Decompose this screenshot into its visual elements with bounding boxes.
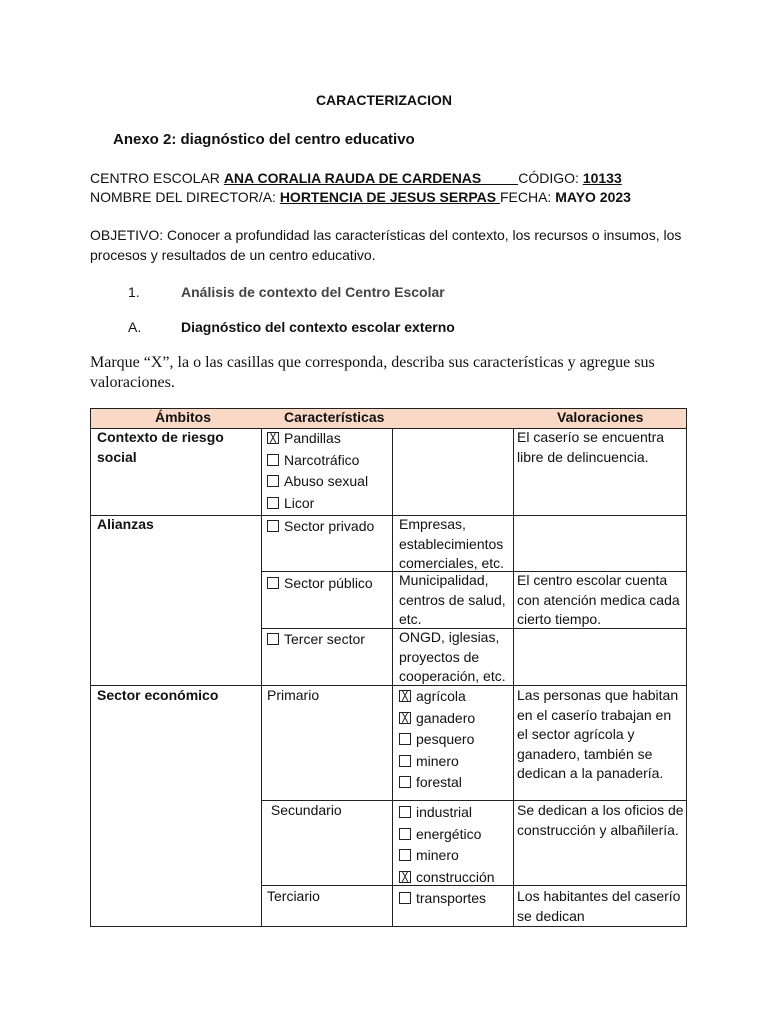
table-border (261, 428, 262, 926)
option-industrial[interactable]: industrial (399, 802, 511, 824)
option-construccion[interactable]: construcción (399, 867, 511, 889)
director-label: NOMBRE DEL DIRECTOR/A: (90, 189, 280, 205)
option-tercer-sector[interactable]: Tercer sector (267, 630, 391, 650)
valoracion-riesgo: El caserío se encuentra libre de delincuencia. (517, 429, 665, 465)
label-secundario: Secundario (267, 802, 342, 818)
table-border (90, 408, 91, 927)
objective-text: OBJETIVO: Conocer a profundidad las características del contexto, los recursos o insumos, los procesos y resultados de un centro educativo. (90, 227, 682, 263)
date-value: MAYO 2023 (555, 189, 631, 205)
primario-options (399, 686, 511, 794)
secundario-options (399, 802, 511, 888)
checkbox-checked-icon[interactable] (399, 690, 411, 702)
checkbox-icon[interactable] (267, 497, 279, 509)
annex-heading: Anexo 2: diagnóstico del centro educativo (113, 131, 415, 148)
checkbox-checked-icon[interactable] (267, 432, 279, 444)
table-border (90, 408, 687, 409)
checkbox-icon[interactable] (399, 828, 411, 840)
school-label: CENTRO ESCOLAR (90, 170, 224, 186)
ambito-alianzas: Alianzas (97, 516, 154, 532)
terciario-options (399, 889, 511, 909)
school-line (90, 170, 622, 186)
desc-sector-publico: Municipalidad, centros de salud, etc. (399, 572, 506, 627)
valoracion-terciario: Los habitantes del caserío se dedican (517, 888, 681, 924)
valoracion-sector-publico: El centro escolar cuenta con atención medica cada cierto tiempo. (517, 572, 680, 627)
table-border (90, 926, 687, 927)
option-licor[interactable]: Licor (267, 493, 391, 515)
option-ganadero[interactable]: ganadero (399, 708, 511, 730)
school-name: ANA CORALIA RAUDA DE CARDENAS (223, 170, 482, 186)
section-number: 1. (128, 284, 140, 300)
header-ambitos: Ámbitos (155, 409, 211, 425)
option-agricola[interactable]: agrícola (399, 686, 511, 708)
checkbox-checked-icon[interactable] (399, 871, 411, 883)
valoracion-secundario: Se dedican a los oficios de construcción y albañilería. (517, 802, 684, 838)
code-value: 10133 (582, 170, 622, 186)
option-sector-publico[interactable]: Sector público (267, 574, 391, 594)
checkbox-icon[interactable] (399, 892, 411, 904)
option-minero[interactable]: minero (399, 751, 511, 773)
director-line (90, 189, 631, 205)
code-label: CÓDIGO: (518, 170, 583, 186)
option-sector-privado[interactable]: Sector privado (267, 517, 391, 537)
checkbox-icon[interactable] (267, 577, 279, 589)
instruction-text: Marque “X”, la o las casillas que corresponda, describa sus características y agregue sus valoraciones. (90, 354, 655, 391)
checkbox-icon[interactable] (399, 849, 411, 861)
section-heading: Análisis de contexto del Centro Escolar (181, 284, 445, 300)
option-forestal[interactable]: forestal (399, 772, 511, 794)
checkbox-icon[interactable] (399, 755, 411, 767)
checkbox-checked-icon[interactable] (399, 712, 411, 724)
option-energetico[interactable]: energético (399, 824, 511, 846)
checkbox-icon[interactable] (267, 454, 279, 466)
ambito-sector-economico: Sector económico (97, 687, 219, 703)
riesgo-options (267, 428, 391, 514)
desc-sector-privado: Empresas, establecimientos comerciales, etc. (399, 516, 505, 571)
table-header (90, 408, 686, 429)
option-narcotrafico[interactable]: Narcotráfico (267, 450, 391, 472)
checkbox-icon[interactable] (399, 733, 411, 745)
checkbox-icon[interactable] (267, 475, 279, 487)
checkbox-icon[interactable] (267, 520, 279, 532)
checkbox-icon[interactable] (399, 806, 411, 818)
date-label: FECHA: (499, 189, 556, 205)
label-primario: Primario (267, 687, 320, 703)
checkbox-icon[interactable] (399, 776, 411, 788)
director-name: HORTENCIA DE JESUS SERPAS (279, 189, 500, 205)
subsection-heading: Diagnóstico del contexto escolar externo (181, 319, 455, 335)
ambito-riesgo: Contexto de riesgo social (97, 429, 224, 465)
option-pesquero[interactable]: pesquero (399, 729, 511, 751)
header-caracteristicas: Características (284, 409, 385, 425)
option-minero-secundario[interactable]: minero (399, 845, 511, 867)
document-title: CARACTERIZACION (315, 92, 453, 108)
option-abuso-sexual[interactable]: Abuso sexual (267, 471, 391, 493)
table-border (513, 428, 514, 926)
header-valoraciones: Valoraciones (557, 409, 644, 425)
option-pandillas[interactable]: Pandillas (267, 428, 391, 450)
table-border (686, 408, 687, 927)
label-terciario: Terciario (267, 888, 320, 904)
option-transportes[interactable]: transportes (399, 889, 511, 909)
table-border (392, 428, 393, 926)
subsection-letter: A. (128, 319, 142, 335)
valoracion-primario: Las personas que habitan en el caserío trabajan en el sector agrícola y ganadero, también se dedican a la panadería. (517, 687, 679, 781)
school-underline-gap (481, 171, 518, 185)
desc-tercer-sector: ONGD, iglesias, proyectos de cooperación, etc. (399, 629, 506, 684)
checkbox-icon[interactable] (267, 633, 279, 645)
